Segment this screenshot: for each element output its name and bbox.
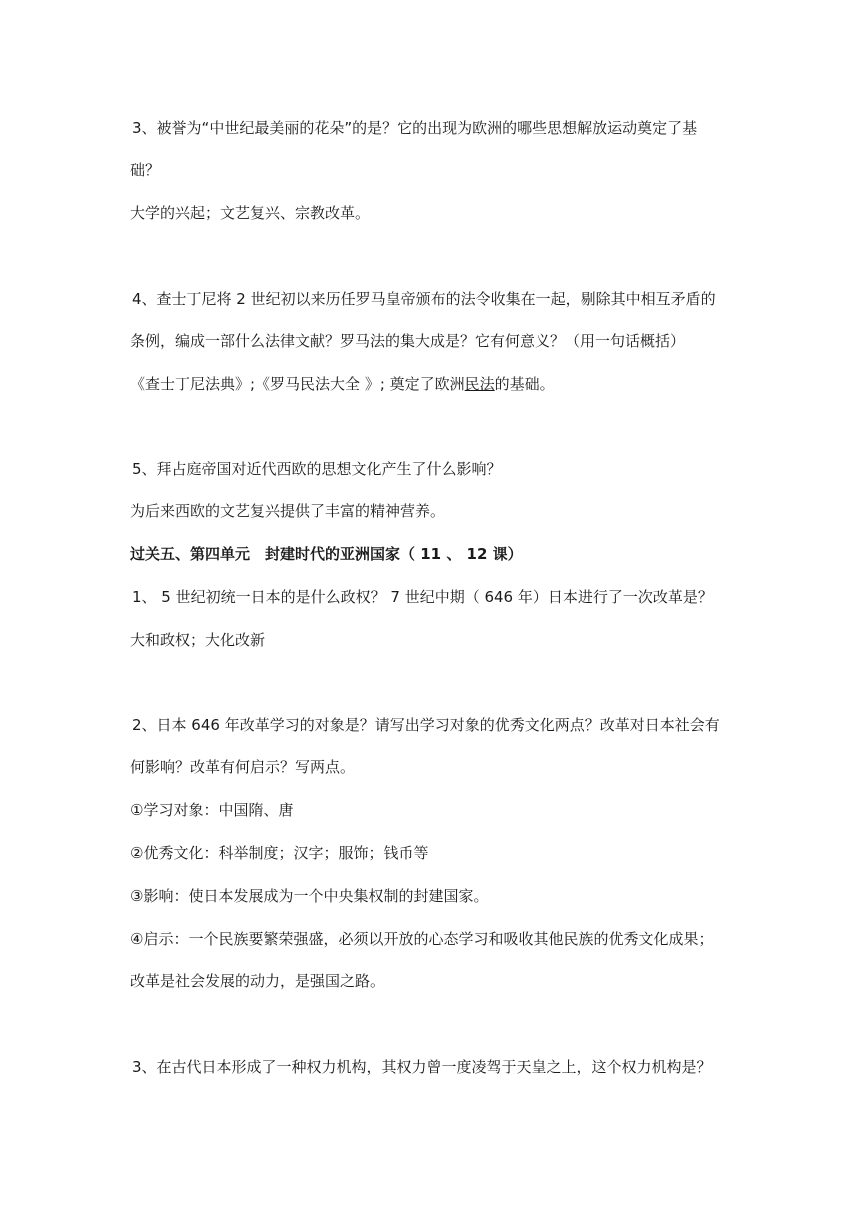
q4-question-line1: 4、查士丁尼将 2 世纪初以来历任罗马皇帝颁布的法令收集在一起，剔除其中相互矛盾的 (132, 290, 716, 308)
q5-answer: 为后来西欧的文艺复兴提供了丰富的精神营养。 (130, 502, 446, 520)
q2-japan-answer-1: ①学习对象：中国隋、唐 (130, 801, 294, 819)
q4-answer (130, 374, 555, 394)
q3-europe-question-line2: 础？ (130, 161, 161, 179)
q4-answer-part-a: 《查士丁尼法典》;《罗马民法大全 》; 奠定了欧洲 (130, 375, 465, 393)
q2-japan-answer-2: ②优秀文化：科举制度；汉字；服饰；钱币等 (130, 844, 429, 862)
q5-question: 5、拜占庭帝国对近代西欧的思想文化产生了什么影响？ (132, 460, 502, 478)
q1-japan-answer: 大和政权；大化改新 (130, 631, 266, 649)
q2-japan-answer-4-cont: 改革是社会发展的动力，是强国之路。 (130, 972, 386, 990)
q4-answer-underlined: 民法 (464, 375, 495, 393)
q1-japan-question: 1、 5 世纪初统一日本的是什么政权？ 7 世纪中期（ 646 年）日本进行了一次改革是？ (132, 588, 713, 606)
q3-europe-question-line1: 3、被誉为“中世纪最美丽的花朵”的是？它的出现为欧洲的哪些思想解放运动奠定了基 (132, 119, 698, 137)
q2-japan-question-line2: 何影响？改革有何启示？写两点。 (130, 758, 356, 776)
q3-europe-answer: 大学的兴起；文艺复兴、宗教改革。 (130, 204, 371, 222)
section-heading: 过关五、第四单元 封建时代的亚洲国家（ 11 、 12 课） (130, 545, 523, 563)
q4-question-line2: 条例，编成一部什么法律文献？罗马法的集大成是？它有何意义？（用一句话概括） (130, 332, 686, 350)
q2-japan-question-line1: 2、日本 646 年改革学习的对象是？请写出学习对象的优秀文化两点？改革对日本社会有 (132, 716, 720, 734)
q3-japan-question: 3、在古代日本形成了一种权力机构，其权力曾一度凌驾于天皇之上，这个权力机构是？ (132, 1058, 712, 1076)
q4-answer-part-b: 的基础。 (494, 375, 555, 393)
q2-japan-answer-3: ③影响：使日本发展成为一个中央集权制的封建国家。 (130, 887, 489, 905)
q2-japan-answer-4: ④启示：一个民族要繁荣强盛，必须以开放的心态学习和吸收其他民族的优秀文化成果； (130, 930, 714, 948)
